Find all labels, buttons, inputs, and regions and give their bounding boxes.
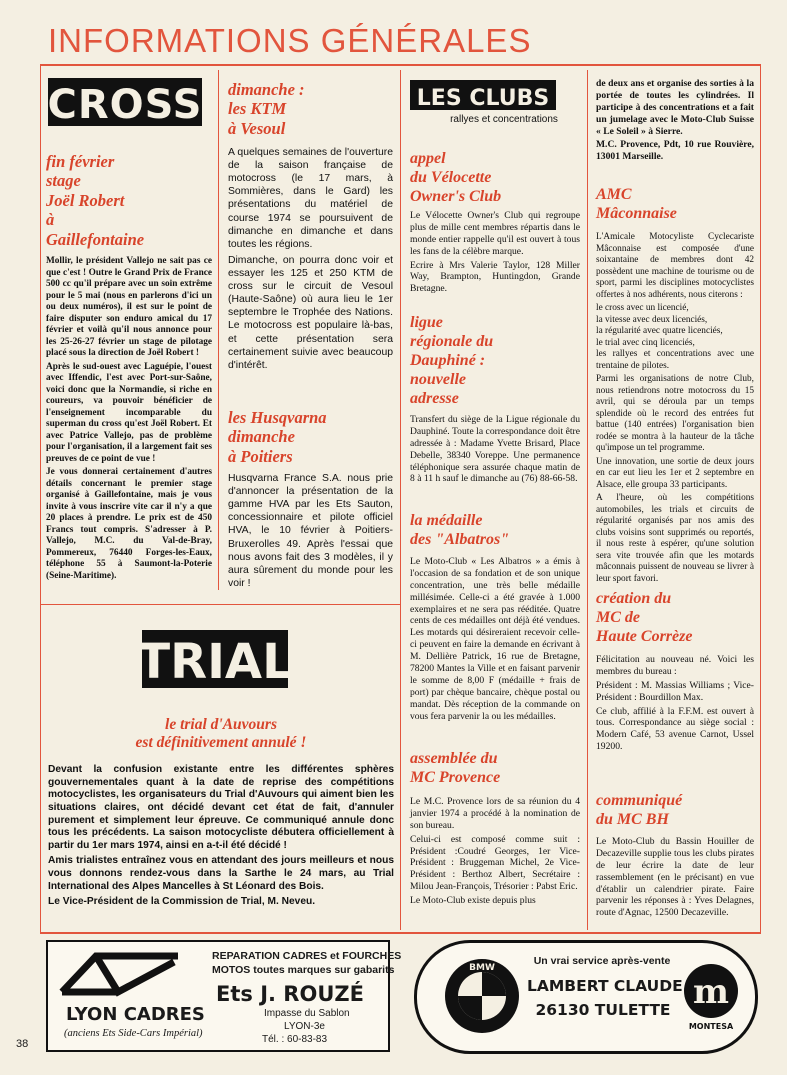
headline-line: MC Provence (410, 768, 501, 786)
right-margin-rule (760, 64, 761, 934)
left-margin-rule (40, 64, 41, 934)
paragraph: Celui-ci est composé comme suit : Président :Coudré Georges, 1er Vice-Président : Bruggeman Michel, 2e Vice-Président : Berthoz Albert, Secrétaire : Milou Jean-François, Trésorier : Pabst Eric. (410, 833, 580, 893)
paragraph: le cross avec un licencié, (596, 303, 689, 314)
svg-text:TRIAL: TRIAL (140, 634, 290, 690)
headline-line: stage (46, 171, 81, 191)
headline-line: assemblée du (410, 750, 498, 767)
headline-line: communiqué (596, 792, 683, 809)
clubs-article3-body (410, 556, 580, 724)
bottom-rule (40, 932, 760, 934)
paragraph: Une innovation, une sortie de deux jours en car eut lieu les 1er et 2 septembre en Alsace, elle groupa 33 participants. (596, 456, 754, 490)
paragraph: Devant la confusion existante entre les différentes sphères gouvernementales quant à la date de reprise des compétitions motocyclistes, les organisateurs du Trial d'Auvours qui aiment bien les situations claires, ont décidé devant cet état de fait, d'annuler purement et simplement leur épreuve. Ce communiqué annule donc tous les précédents. La saison motocycliste débutera officiellement à partir du 1er mars 1974, ainsi en a-t-il été décidé ! (48, 764, 394, 851)
cross-logo (46, 74, 204, 130)
cross-article3-body (228, 472, 393, 593)
headline-line: dimanche : (228, 80, 305, 99)
ad-brand: LYON CADRES (66, 1004, 205, 1025)
headline-line: Owner's Club (410, 187, 502, 205)
clubs-article1-headline (410, 150, 580, 207)
bmw-logo-icon (443, 957, 521, 1035)
paragraph: Président : M. Massias Williams ; Vice-Président : Bourdillon Max. (596, 679, 754, 703)
svg-text:LES CLUBS: LES CLUBS (416, 86, 550, 111)
headline-line: Mâconnaise (596, 204, 677, 222)
right-article1-headline (596, 186, 754, 224)
paragraph: Ce club, affilié à la F.F.M. est ouvert à tous. Correspondance au siège social : Modern Café, 53 avenue Carnot, Ussel 19200. (596, 705, 754, 753)
headline-line: Dauphiné : (410, 351, 486, 369)
paragraph: Dimanche, on pourra donc voir et essayer les 125 et 250 KTM de cross sur le circuit de Vesoul (Haute-Saône) où aura lieu le 1er septembre le Trophée des Nations. Le motocross est populaire là-bas, et cette présentation sera certainement suivie avec beaucoup d'intérêt. (228, 254, 393, 371)
frame-logo-icon (56, 948, 184, 998)
ad-address2: LYON-3e (284, 1021, 325, 1032)
paragraph: Le Vélocette Owner's Club qui regroupe plus de mille cent membres répartis dans le monde entier rappelle qu'il est ouvert à tous les fans de la célèbre marque. (410, 210, 580, 257)
paragraph: Husqvarna France S.A. nous prie d'annoncer la présentation de la gamme HVA par les Ets Sauton, concessionnaire et pilote officiel HVA, le 10 février à Poitiers-Bruxerolles 49. Après l'essai que nous avons fait des 3 modèles, il y aura sûrement du monde pour les voir ! (228, 473, 393, 589)
paragraph: Parmi les organisations de notre Club, nous retiendrons notre motocross du 15 avril, qui se déroula par un temps splendide où le record des entrées fut battue (140 entrées) l'organisation bien rodée se montra à la hauteur de la tâche qu'impose un tel programme. (596, 374, 754, 454)
paragraph: Le Moto-Club « Les Albatros » a émis à l'occasion de sa fondation et de son unique concentration, une très belle médaille millésimée. Celle-ci a été gravée à 1.000 exemplaires et ne sera pas rééditée. Quatre cents de ces médailles ont déjà été vendues. Les motards qui désireraient recevoir celle-ci peuvent en faire la demande en écrivant à M. Dellière Patrick, 16 rue de Bretagne, 78200 Mantes la Ville et en faisant parvenir le somme de 8,00 F (médaille + frais de port) par chèque bancaire, chèque postal ou mandat. Dès réception de la commande on vous fera parvenir la ou les médailles. (410, 556, 580, 722)
headline-line: Joël Robert (46, 190, 125, 210)
clubs-logo (408, 76, 578, 126)
paragraph: M.C. Provence, Pdt, 10 rue Rouvière, 13001 Marseille. (596, 139, 754, 163)
svg-text:MONTESA: MONTESA (688, 1022, 734, 1031)
headline-line: régionale du (410, 332, 494, 350)
headline-line: des "Albatros" (410, 530, 510, 548)
headline-line: AMC (596, 186, 632, 203)
headline-line: à (46, 210, 55, 230)
svg-text:m: m (693, 972, 729, 1012)
headline-line: du Vélocette (410, 168, 492, 186)
paragraph: la régularité avec quatre licenciés, (596, 326, 723, 337)
column-rule-2 (400, 70, 401, 930)
right-article3-body (596, 836, 754, 921)
clubs-logo-graphic (408, 76, 578, 126)
headline-line: adresse (410, 389, 459, 407)
ad-address1: Impasse du Sablon (264, 1008, 350, 1019)
ad-lyon-cadres (46, 940, 402, 1052)
paragraph: Ecrire à Mrs Valerie Taylor, 128 Miller Way, Brampton, Huntingdon, Grande Bretagne. (410, 259, 580, 295)
top-rule (40, 64, 760, 66)
cross-article2-body (228, 146, 393, 375)
ad-tagline: Un vrai service après-vente (533, 955, 671, 967)
ad-line2: MOTOS toutes marques sur gabarits (212, 964, 395, 976)
headline-line: ligue (410, 314, 443, 331)
paragraph: Félicitation au nouveau né. Voici les membres du bureau : (596, 654, 754, 677)
svg-text:BMW: BMW (469, 963, 495, 973)
trial-headline (48, 716, 394, 753)
paragraph: A l'heure, où les compétitions automobiles, les trials et circuits de régularité organisés par nos amis des clubs voisins sont supprimés ou reportés, il nous reste à espérer, qu'une solution sera vite trouvée afin que les motards mâconnais puissent de nouveau se livrer à leur sport favori. (596, 493, 754, 584)
headline-line: du MC BH (596, 810, 669, 828)
paragraph: A quelques semaines de l'ouverture de la saison française de motocross (le 17 mars, à Sommières, dans le Gard) les présentations du matériel de course 1974 se poursuivent de dimanche en dimanche et dans toutes les régions. (228, 147, 393, 250)
ad-brand-sub: (anciens Ets Side-Cars Impérial) (64, 1028, 203, 1039)
right-article2-body (596, 654, 754, 755)
headline-line: les Husqvarna (228, 408, 327, 427)
cross-trial-divider (40, 604, 400, 605)
clubs-article2-body (410, 414, 580, 487)
trial-body (48, 764, 394, 912)
paragraph: Le Moto-Club du Bassin Houiller de Decazeville supplie tous les clubs pirates de leur écrire la date de leur rassemblement (en le précisant) en vue d'établir un calendrier pirate. Faire parvenir les réponses à : Yves Delagnes, route d'Agnac, 12500 Decazeville. (596, 836, 754, 919)
headline-line: à Poitiers (228, 446, 293, 466)
trial-logo-graphic (140, 622, 290, 696)
column-rule-3 (587, 70, 588, 930)
right-continued-body (596, 78, 754, 165)
headline-line: appel (410, 150, 446, 167)
right-article1-body (596, 232, 754, 587)
page-number: 38 (16, 1038, 29, 1050)
right-article3-headline (596, 792, 754, 830)
paragraph: Transfert du siège de la Ligue régionale du Dauphiné. Toute la correspondance doit être adressée à : Madame Yvette Brisard, Place Debelle, 38340 Voreppe. Une permanence téléphonique sera assurée chaque matin de 8 à 11 h sauf le dimanche au (76) 88-66-58. (410, 414, 580, 485)
svg-text:rallyes et concentrations: rallyes et concentrations (450, 114, 558, 125)
headline-line: nouvelle (410, 370, 466, 388)
trial-logo (140, 622, 290, 696)
paragraph: Mollir, le président Vallejo ne sait pas ce que c'est ! Outre le Grand Prix de France 500 cc qu'il prépare avec un soin extrême pour le 5 mai (nous en parlerons d'ici un ou deux numéros), il est sur le point de faire disputer son enduro amical du 17 février et voilà qu'il nous annonce pour les 25-26-27 février un stage de pilotage placé sous la direction de Joël Robert ! (46, 256, 212, 359)
cross-article2-headline (228, 80, 393, 138)
ad-phone: Tél. : 60-83-83 (262, 1034, 328, 1045)
headline-line: à Vesoul (228, 118, 286, 138)
clubs-article4-body (410, 796, 580, 909)
ad-lambert-claude (414, 940, 758, 1054)
paragraph: L'Amicale Motocyliste Cyclecariste Mâconnaise est composée d'une soixantaine de membres dont 42 possèdent une machine de tourisme ou de sport, parmi les disciplines motocyclistes offertes à nos adhérents, nous citerons : (596, 232, 754, 300)
paragraph: Le Moto-Club existe depuis plus (410, 895, 536, 907)
cross-logo-graphic (46, 74, 204, 130)
paragraph: de deux ans et organise des sorties à la portée de toutes les cylindrées. Il participe à des concentrations et a fait un jumelage avec le Moto-Club Suisse « Le Soleil » à Sierre. (596, 78, 754, 137)
ad-name: LAMBERT CLAUDE (527, 977, 683, 995)
paragraph: la vitesse avec deux licenciés, (596, 314, 708, 325)
headline-line: Haute Corrèze (596, 627, 693, 645)
headline-line: création du (596, 590, 672, 607)
right-article2-headline (596, 590, 754, 647)
ad-company: Ets J. ROUZÉ (216, 982, 364, 1006)
paragraph: le trial avec cinq licenciés, (596, 337, 695, 348)
ad-city: 26130 TULETTE (535, 1001, 671, 1019)
montesa-logo-icon (679, 961, 743, 1033)
clubs-article4-headline (410, 750, 580, 788)
headline-line: le trial d'Auvours (165, 716, 277, 733)
headline-line: MC de (596, 608, 640, 626)
svg-text:CROSS: CROSS (47, 82, 203, 128)
paragraph: Je vous donnerai certainement d'autres détails concernant le premier stage organisé à Gaillefontaine, mais je vous invite à vous inscrire vite car il n'y a que 20 places à prendre. Le prix est de 450 Francs tout compris. S'adresser à P. Vallejo, M.C. du Val-de-Bray, Pommereux, 76440 Forges-les-Eaux, téléphone 55 à Saumont-la-Poterie (Seine-Maritime). (46, 467, 212, 581)
headline-line: Gaillefontaine (46, 229, 145, 249)
cross-article1-body (46, 256, 212, 584)
headline-line: est définitivement annulé ! (135, 734, 307, 752)
paragraph: Amis trialistes entraînez vous en attendant des jours meilleurs et nous vous donnons rendez-vous dans la Sarthe le 24 mars, au Trial International des Alpes Mancelles à St Léonard des Bois. (48, 855, 394, 892)
clubs-article2-headline (410, 314, 580, 408)
cross-article3-headline (228, 408, 393, 466)
headline-line: la médaille (410, 512, 483, 529)
paragraph: les rallyes et concentrations avec une trentaine de pilotes. (596, 349, 754, 371)
headline-line: les KTM (228, 99, 287, 119)
clubs-article3-headline (410, 512, 580, 550)
headline-line: dimanche (228, 427, 295, 447)
paragraph: Après le sud-ouest avec Laguépie, l'ouest avec Iffendic, l'est avec Port-sur-Saône, voici donc que la Normandie, si riche en coureurs, va pouvoir bénéficier de l'enseignement incomparable du superman du cross qu'est Joël Robert. Et avec Patrice Vallejo, pas de problème pour l'organisation, il a largement fait ses preuves de ce point de vue ! (46, 361, 212, 464)
column-rule-1 (218, 70, 219, 590)
paragraph: Le M.C. Provence lors de sa réunion du 4 janvier 1974 a procédé à la nomination de son bureau. (410, 796, 580, 831)
headline-line: fin février (46, 152, 115, 171)
section-title: INFORMATIONS GÉNÉRALES (48, 22, 532, 59)
cross-article1-headline (46, 152, 214, 249)
ad-line1: REPARATION CADRES et FOURCHES (212, 950, 402, 962)
paragraph: Le Vice-Président de la Commission de Trial, M. Neveu. (48, 896, 316, 908)
clubs-article1-body (410, 210, 580, 297)
